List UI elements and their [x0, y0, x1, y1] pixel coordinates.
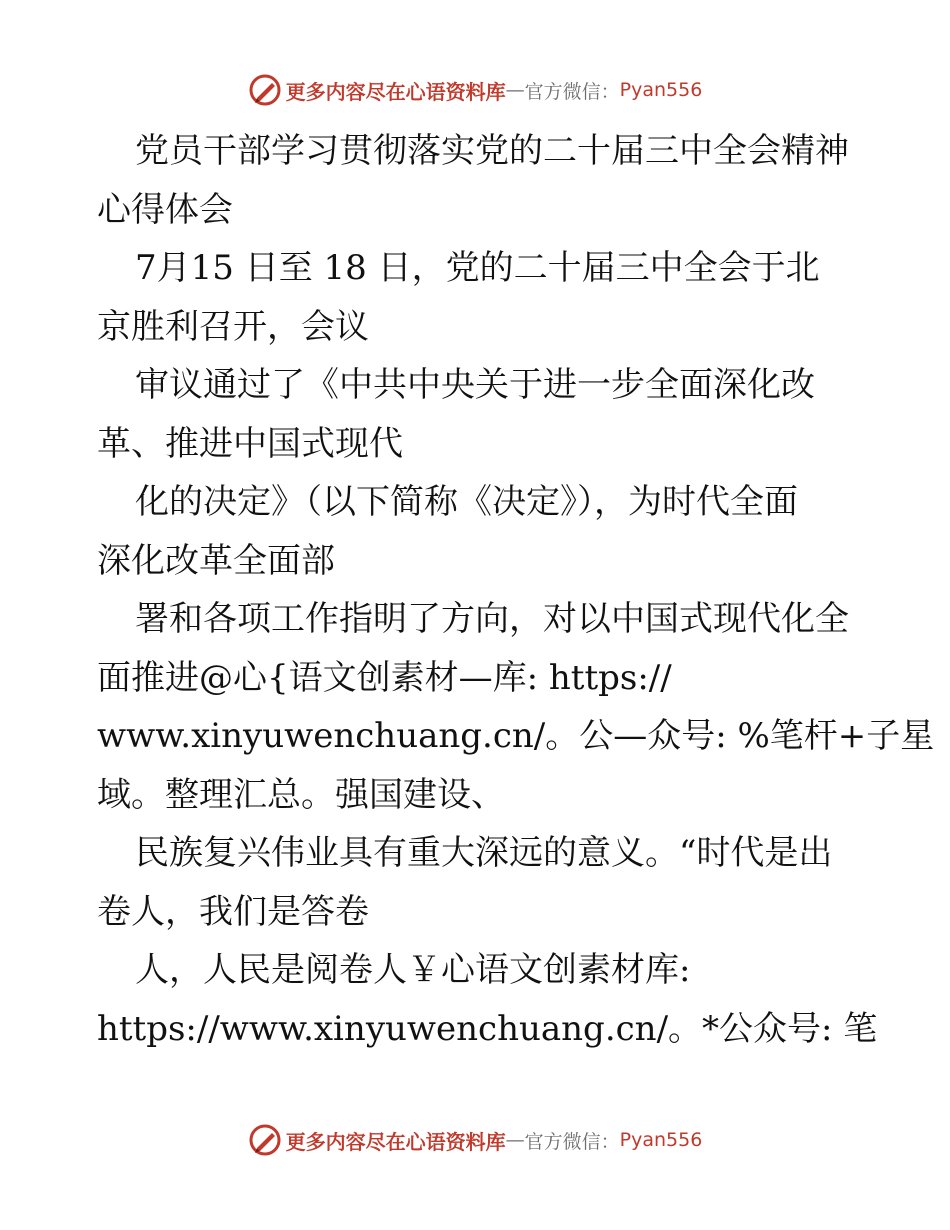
header-banner	[0, 72, 950, 108]
paragraph-line: 7月15 日至 18 日，党的二十届三中全会于北	[135, 248, 820, 288]
paragraph-line: www.xinyuwenchuang.cn/。公—众号: %笔杆+子星	[97, 716, 935, 756]
paragraph-line: 卷人，我们是答卷	[97, 891, 369, 932]
title-line-2: 心得体会	[97, 189, 233, 230]
paragraph-line: 民族复兴伟业具有重大深远的意义。“时代是出	[135, 833, 833, 873]
footer-wechat-id: Pyan556	[619, 1129, 703, 1151]
paragraph-line: 革、推进中国式现代	[97, 423, 403, 464]
header-wechat-label: 官方微信：	[524, 80, 620, 103]
paragraph-line: 深化改革全面部	[97, 540, 335, 581]
footer-banner	[0, 1122, 950, 1158]
paragraph-line: 域。整理汇总。强国建设、	[97, 774, 505, 815]
paragraph-line: 人，人民是阅卷人￥心语文创素材库:	[135, 950, 691, 990]
paragraph-line: 面推进@心{语文创素材—库: https://	[97, 657, 672, 698]
header-dash: —	[505, 79, 525, 101]
paragraph-line: 京胜利召开，会议	[97, 306, 369, 347]
footer-dash: —	[505, 1129, 525, 1151]
title-line-1: 党员干部学习贯彻落实党的二十届三中全会精神	[135, 131, 849, 171]
article-body	[97, 122, 935, 1058]
footer-brand-text: 更多内容尽在心语资料库	[285, 1129, 506, 1154]
paragraph-line: 署和各项工作指明了方向，对以中国式现代化全	[135, 599, 849, 639]
paragraph-line: https://www.xinyuwenchuang.cn/。*公众号: 笔	[97, 1008, 878, 1049]
pen-logo-icon	[248, 1123, 282, 1157]
paragraph-line: 审议通过了《中共中央关于进一步全面深化改	[135, 365, 815, 405]
header-brand-text: 更多内容尽在心语资料库	[285, 79, 506, 104]
paragraph-line: 化的决定》（以下简称《决定》），为时代全面	[135, 482, 798, 522]
pen-logo-icon	[248, 73, 282, 107]
footer-wechat-label: 官方微信：	[524, 1130, 620, 1153]
header-wechat-id: Pyan556	[619, 79, 703, 101]
